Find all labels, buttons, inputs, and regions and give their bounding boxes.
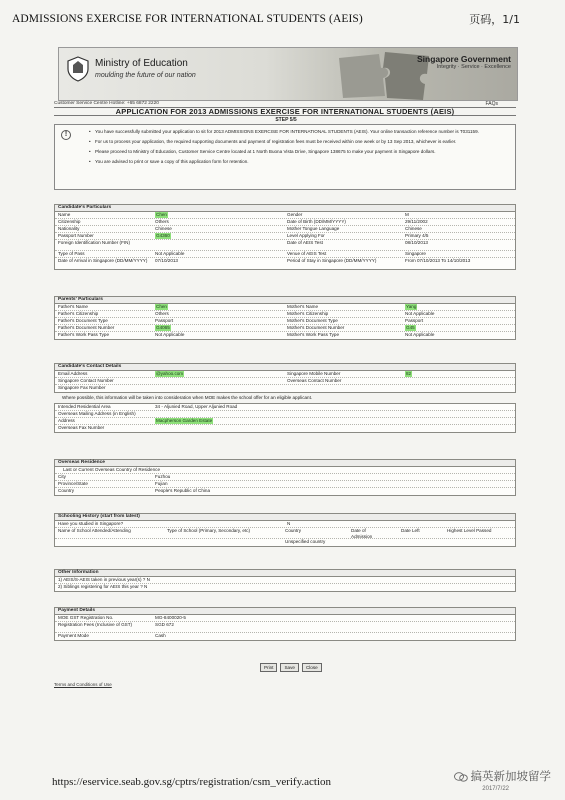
section-title: Payment Details bbox=[55, 608, 515, 615]
section-title: Parents' Particulars bbox=[55, 297, 515, 304]
info-icon: ! bbox=[61, 130, 71, 140]
faq-link[interactable]: FAQs bbox=[485, 101, 498, 107]
contact-note: Where possible, this information will be taken into consideration when MOE makes the school offer for an eligible applicant. bbox=[62, 395, 313, 400]
watermark bbox=[454, 768, 552, 784]
table-row: Have you studied in Singapore? N bbox=[55, 521, 515, 528]
sg-gov-tagline: Integrity · Service · Excellence bbox=[436, 64, 511, 70]
contact-details-section bbox=[54, 363, 516, 393]
table-row: Email Address @yahoo.com Singapore Mobile Number 82 bbox=[55, 371, 515, 378]
table-row: Father's Citizenship Others Mother's Citizenship Not Applicable bbox=[55, 311, 515, 318]
sg-gov-logo bbox=[417, 54, 511, 70]
table-row: Overseas Mailing Address (in English) bbox=[55, 411, 515, 418]
watermark-date: 2017/7/22 bbox=[482, 786, 509, 792]
parents-particulars-section bbox=[54, 296, 516, 340]
table-row: 1) AEIS/S-AEIS taken in previous year(s) ? N bbox=[55, 577, 515, 584]
notice-item: • For us to process your application, the required supporting documents and payment of registration fees must be received within one week or by 13 Sep 2013, whichever is earlier. bbox=[89, 139, 507, 145]
hotline-text: Customer Service Centre Hotline: +65 6872 2220 bbox=[54, 101, 159, 106]
moe-crest-icon bbox=[67, 56, 89, 82]
step-indicator: STEP 5/5 bbox=[275, 117, 297, 123]
moe-name: Ministry of Education bbox=[95, 58, 188, 69]
table-row: Singapore Contact Number Overseas Contact Number bbox=[55, 378, 515, 385]
page-url: https://eservice.seab.gov.sg/cptrs/registration/csm_verify.action bbox=[52, 776, 331, 788]
table-row: 2) Siblings registering for AEIS this year ? N bbox=[58, 584, 148, 589]
table-row: Payment Mode Cash bbox=[58, 633, 166, 638]
notice-item: • You have successfully submitted your application to sit for 2013 ADMISSIONS EXERCISE FOR INTERNATIONAL STUDENTS (AEIS). Your online transaction reference number is T031159. bbox=[89, 129, 507, 135]
table-row: Intended Residential Area 34 - Aljunied Road, Upper Aljunied Road bbox=[55, 404, 515, 411]
table-row: Passport Number G4360 Level Applying For Primary 4/5 bbox=[55, 233, 515, 240]
page-title: ADMISSIONS EXERCISE FOR INTERNATIONAL STUDENTS (AEIS) bbox=[12, 13, 363, 25]
moe-motto: moulding the future of our nation bbox=[95, 72, 196, 79]
page-number: 页码，1/1 bbox=[469, 13, 520, 26]
address-section bbox=[54, 403, 516, 433]
table-row: Father's Work Pass Type Not Applicable Mother's Work Pass Type Not Applicable bbox=[58, 332, 435, 337]
notice-item: • You are advised to print or save a copy of this application form for retention. bbox=[89, 159, 507, 165]
submission-notice bbox=[54, 124, 516, 190]
table-row: Type of Pass Not Applicable Venue of AEIS Test Singapore bbox=[55, 251, 515, 258]
section-title: Schooling History (start from latest) bbox=[55, 514, 515, 521]
action-buttons bbox=[260, 663, 322, 672]
table-row: Nationality Chinese Mother Tongue Language Chinese bbox=[55, 226, 515, 233]
print-button[interactable]: Print bbox=[260, 663, 277, 672]
table-row: Father's Document Number G4065 Mother's Document Number G45 bbox=[55, 325, 515, 332]
notice-item: • Please proceed to Ministry of Education, Customer Service Centre located at 1 North Buona Vista Drive, Singapore 138675 to make your payment in Singapore dollars. bbox=[89, 149, 507, 155]
save-button[interactable]: Save bbox=[280, 663, 298, 672]
watermark-text: 搞英新加坡留学 bbox=[470, 769, 551, 783]
table-row: Country People's Republic of China bbox=[58, 488, 211, 493]
table-row: Foreign Identification Number (FIN) Date of AEIS Test 08/10/2013 bbox=[55, 240, 515, 251]
other-info-section bbox=[54, 569, 516, 592]
terms-link[interactable]: Terms and Conditions of Use bbox=[54, 682, 112, 687]
section-title: Candidate's Contact Details bbox=[55, 364, 515, 371]
table-row: Name Chen Gender M bbox=[55, 212, 515, 219]
table-row: Father's Name Chen Mother's Name Yang bbox=[55, 304, 515, 311]
sg-gov-name: Singapore Government bbox=[417, 54, 511, 64]
payment-details-section bbox=[54, 607, 516, 641]
table-row: Address Macpherson Garden Estate bbox=[55, 418, 515, 425]
wechat-icon bbox=[454, 772, 468, 782]
table-row: Overseas Fax Number bbox=[58, 425, 105, 430]
printed-form bbox=[50, 45, 522, 745]
close-button[interactable]: Close bbox=[302, 663, 322, 672]
table-row: Singapore Fax Number bbox=[58, 385, 106, 390]
application-heading: APPLICATION FOR 2013 ADMISSIONS EXERCISE FOR INTERNATIONAL STUDENTS (AEIS) bbox=[54, 107, 516, 116]
table-row: Date of Arrival in Singapore (DD/MM/YYYY) 07/10/2013 Period of Stay in Singapore (DD/MM/YYYY) From 07/10/2013 To 14/10/2013 bbox=[58, 258, 471, 263]
section-title: Other Information bbox=[55, 570, 515, 577]
table-row: Last or Current Overseas Country of Residence bbox=[55, 467, 515, 474]
table-row: Father's Document Type Passport Mother's Document Type Passport bbox=[55, 318, 515, 325]
schooling-history-section bbox=[54, 513, 516, 547]
table-row: Citizenship Others Date of Birth (DD/MM/YYYY) 29/11/2002 bbox=[55, 219, 515, 226]
table-row: Unspecified country bbox=[285, 539, 326, 544]
section-title: Candidate's Particulars bbox=[55, 205, 515, 212]
overseas-residence-section bbox=[54, 459, 516, 496]
table-header-row: Name of School Attended/Attending Type of School (Primary, Secondary, etc) Country Date of Admission Date Left Highest Level Passed bbox=[55, 528, 515, 539]
notice-list bbox=[89, 129, 507, 169]
moe-banner bbox=[58, 47, 518, 101]
table-row: Province/State Fujian bbox=[55, 481, 515, 488]
table-row: MOE GST Registration No. MG-8400020-5 bbox=[55, 615, 515, 622]
table-row: City Fuzhou bbox=[55, 474, 515, 481]
table-row: Registration Fees (Inclusive of GST) SGD 672 bbox=[55, 622, 515, 633]
section-title: Overseas Residence bbox=[55, 460, 515, 467]
candidate-particulars-section bbox=[54, 204, 516, 270]
